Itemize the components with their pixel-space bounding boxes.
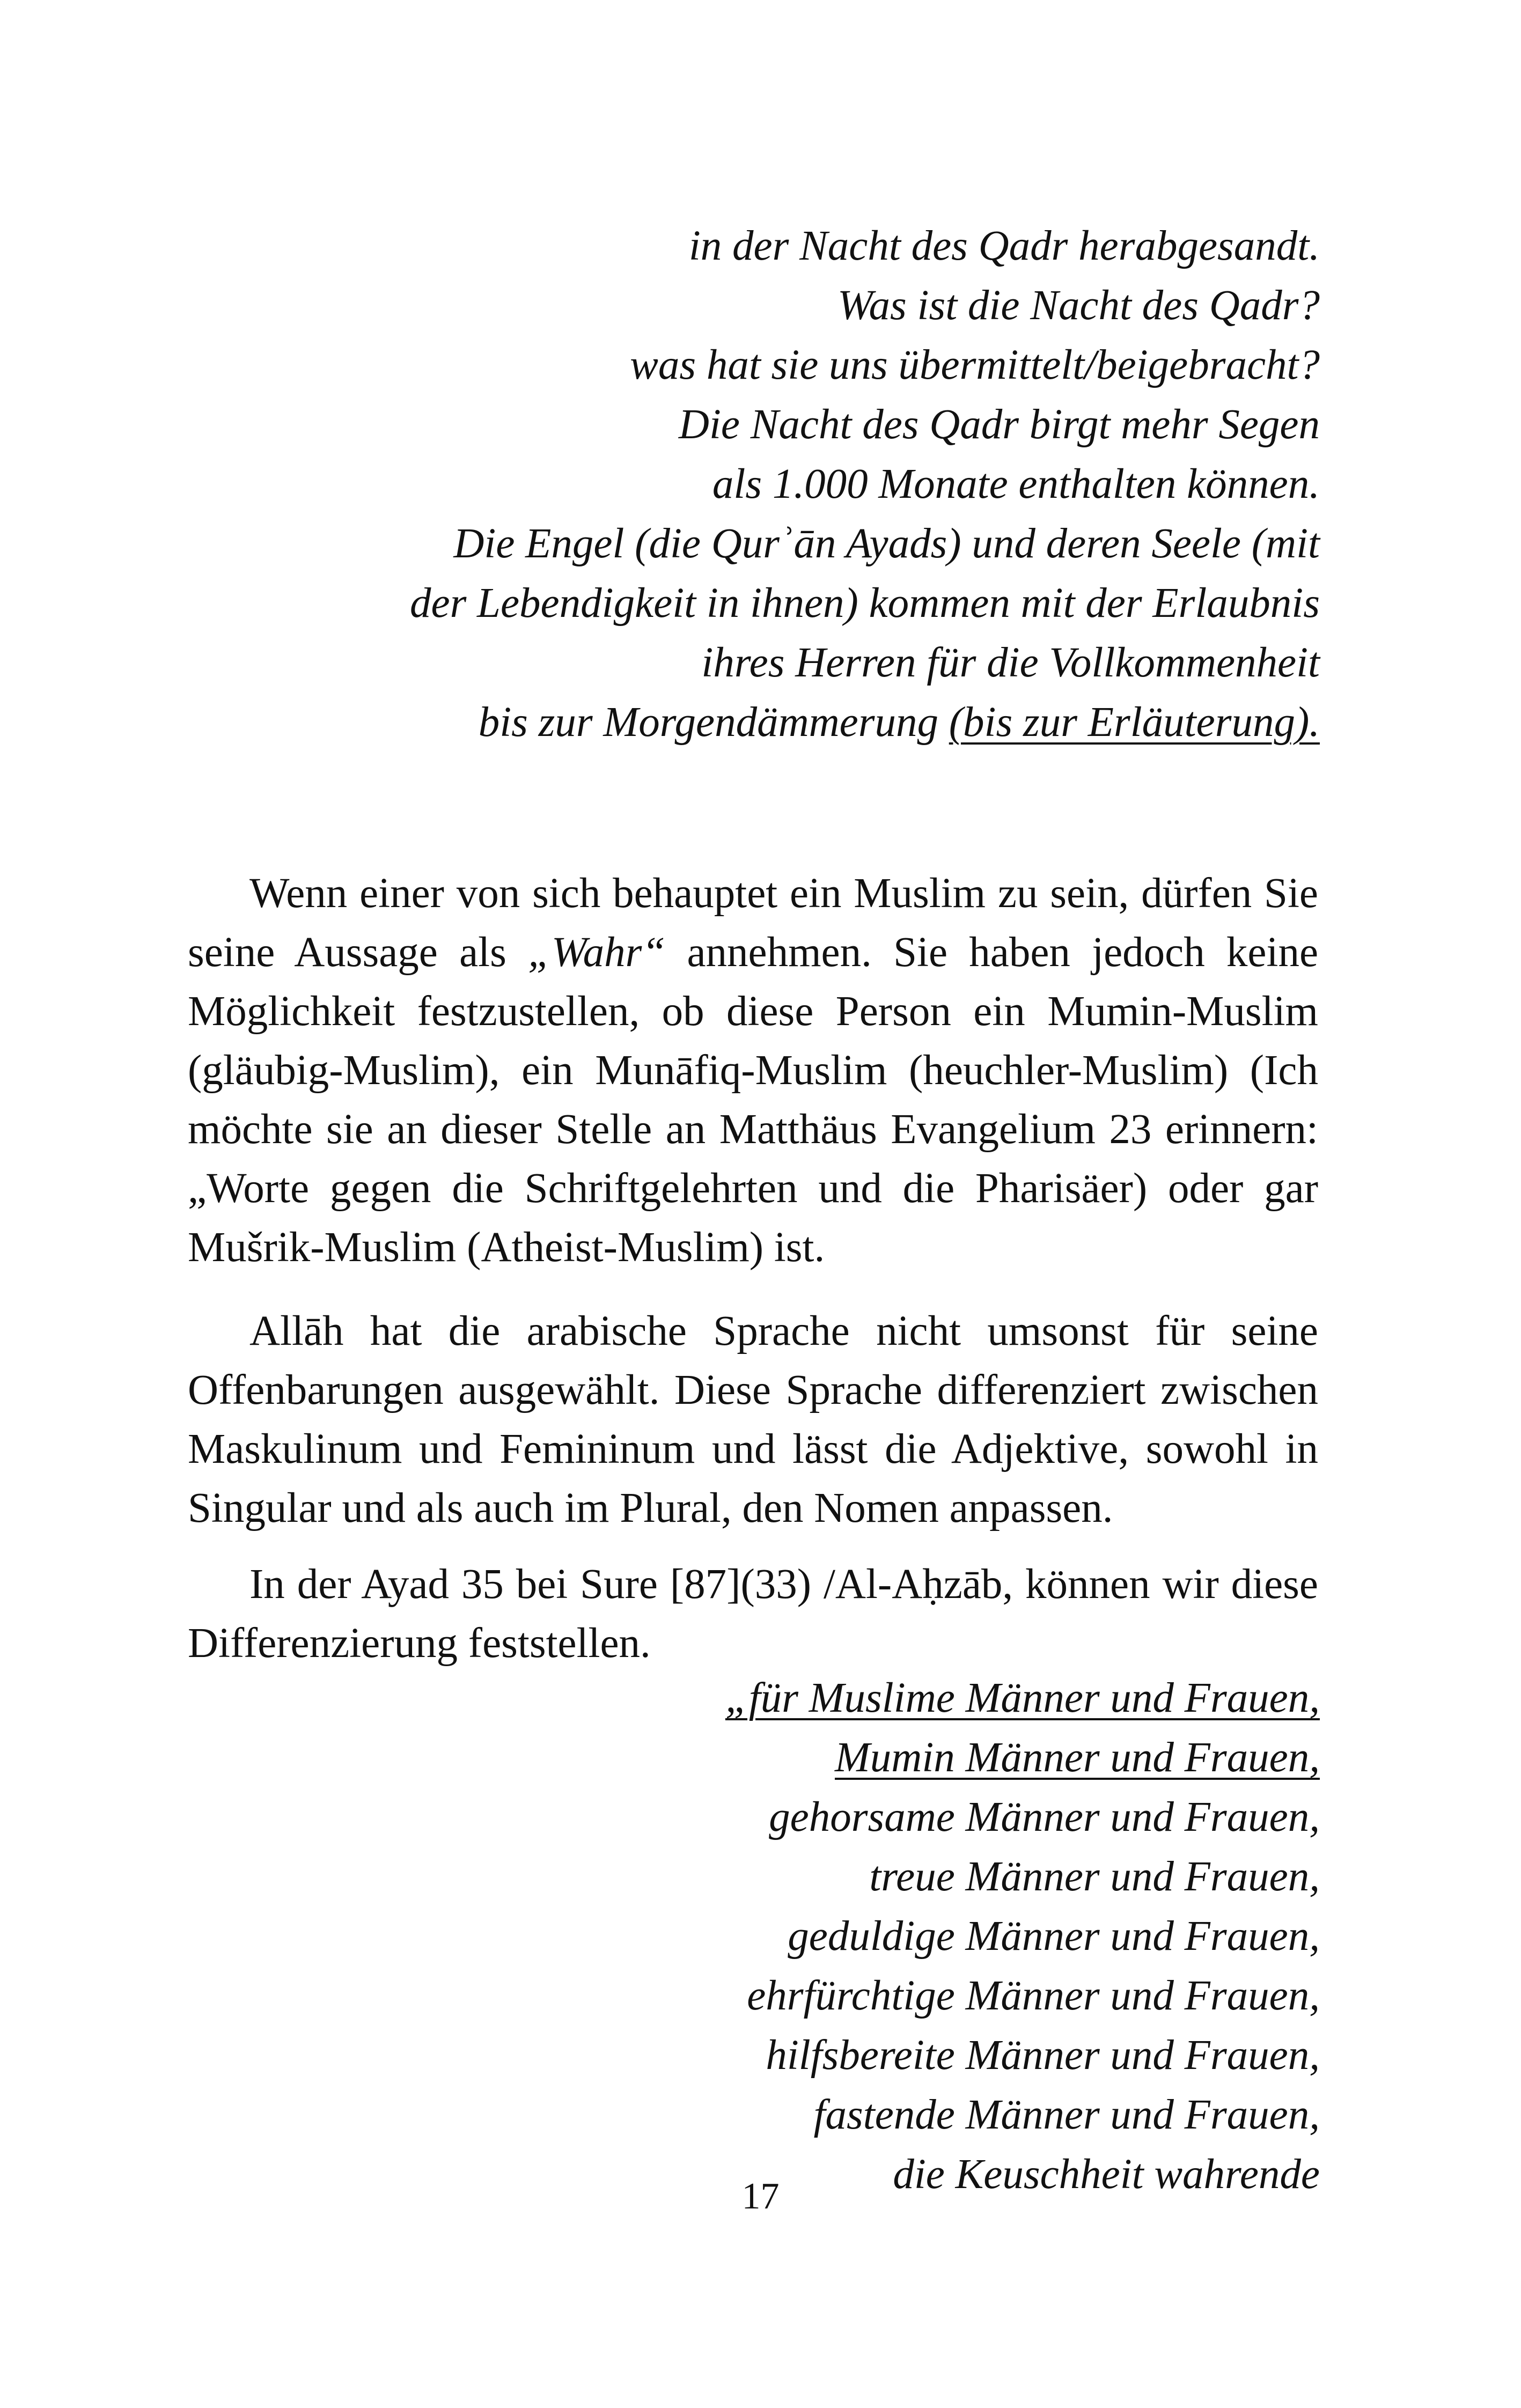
paragraph-text: Wenn einer von sich behauptet ein Muslim zu sein, dürfen Sie seine Aussage als — [188, 870, 1318, 976]
verse-line: Was ist die Nacht des Qadr? — [837, 282, 1320, 329]
quoted-word: „Wahr“ — [528, 929, 666, 976]
verse-line: der Lebendigkeit in ihnen) kommen mit der Erlaubnis — [410, 580, 1320, 627]
verse-line: als 1.000 Monate enthalten können. — [712, 461, 1320, 507]
verse-line: fastende Männer und Frauen, — [813, 2092, 1320, 2138]
verse-line: hilfsbereite Männer und Frauen, — [766, 2032, 1320, 2079]
verse-block-qadr — [410, 216, 1320, 752]
verse-line: treue Männer und Frauen, — [869, 1853, 1320, 1900]
verse-line: gehorsame Männer und Frauen, — [769, 1794, 1320, 1840]
verse-block-ahzab — [725, 1668, 1320, 2204]
page-number: 17 — [741, 2176, 780, 2217]
verse-line-underlined: „für Muslime Männer und Frauen, — [725, 1675, 1320, 1721]
verse-line-underlined: Mumin Männer und Frauen, — [835, 1734, 1320, 1781]
verse-line-last — [410, 693, 1320, 752]
verse-line: ehrfürchtige Männer und Frauen, — [747, 1972, 1320, 2019]
body-paragraph — [188, 864, 1318, 1277]
verse-line: geduldige Männer und Frauen, — [788, 1913, 1320, 1960]
paragraph-text: annehmen. Sie haben jedoch keine Möglichkeit festzustellen, ob diese Person ein Mumin-Muslim (gläubig-Muslim), ein Munāfiq-Muslim (heuchler-Muslim) (Ich möchte sie an dieser Stelle an Matthäus Evangelium 23 erinnern: „Worte gegen die Schriftgelehrten und die Pharisäer) oder gar Mušrik-Muslim (Atheist-Muslim) ist. — [188, 929, 1319, 1271]
body-paragraph: Allāh hat die arabische Sprache nicht umsonst für seine Offenbarungen ausgewählt. Diese Sprache differenziert zwischen Maskulinum und Femininum und lässt die Adjektive, sowohl in Singular und als auch im Plural, den Nomen anpassen. — [188, 1308, 1318, 1531]
verse-line: was hat sie uns übermittelt/beigebracht? — [630, 342, 1320, 388]
verse-line: in der Nacht des Qadr herabgesandt. — [688, 223, 1320, 269]
verse-line: Die Engel (die Qurʾān Ayads) und deren Seele (mit — [453, 520, 1320, 567]
verse-text: bis zur Morgendämmerung — [478, 699, 949, 746]
verse-line: Die Nacht des Qadr birgt mehr Segen — [678, 401, 1320, 448]
verse-line: die Keuschheit wahrende — [893, 2151, 1320, 2198]
verse-underlined-text: (bis zur Erläuterung). — [949, 699, 1320, 746]
verse-line: ihres Herren für die Vollkommenheit — [701, 639, 1320, 686]
body-paragraph: In der Ayad 35 bei Sure [87](33) /Al-Aḥzāb, können wir diese Differenzierung feststellen. — [188, 1561, 1318, 1667]
